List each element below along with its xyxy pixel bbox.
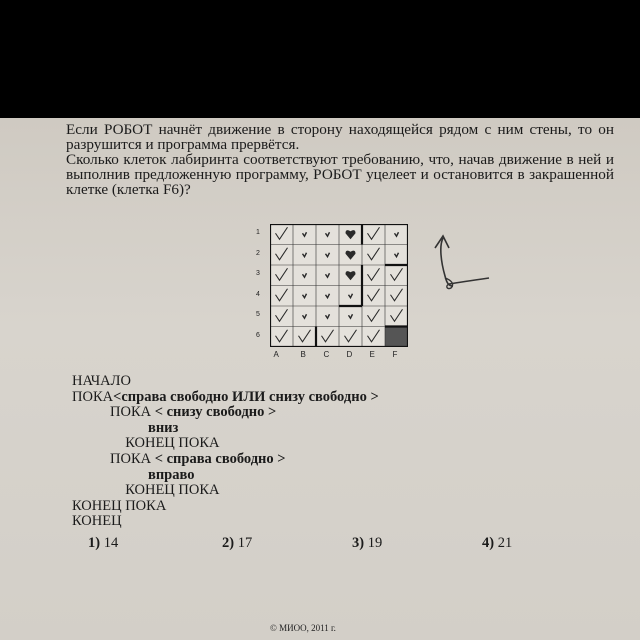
col-label-F: F — [392, 350, 398, 359]
row-label-4: 4 — [256, 290, 260, 298]
program-condition: < снизу свободно > — [151, 404, 277, 421]
filled-cell-f6 — [385, 327, 408, 348]
program-keyword: КОНЕЦ ПОКА — [72, 497, 167, 514]
program-line — [72, 405, 379, 421]
col-label-C: C — [323, 350, 330, 359]
problem-paragraph-2: Сколько клеток лабиринта соответствуют требованию, что, начав движение в ней и выполнив предложенную программу, РОБОТ уцелеет и остановится в закрашенной клетке (клетка F6)? — [66, 151, 614, 198]
program-line — [72, 483, 379, 499]
program-code — [72, 374, 379, 530]
maze-grid — [270, 224, 408, 347]
program-keyword: ПОКА — [72, 388, 114, 405]
program-line — [72, 468, 379, 484]
row-label-5: 5 — [256, 311, 260, 319]
col-label-B: B — [300, 350, 306, 359]
program-keyword: КОНЕЦ — [72, 513, 122, 530]
problem-text — [66, 122, 614, 197]
program-keyword: НАЧАЛО — [72, 373, 131, 389]
program-line — [72, 499, 379, 515]
program-line — [72, 452, 379, 468]
program-keyword: КОНЕЦ ПОКА — [125, 482, 220, 499]
col-label-A: A — [273, 350, 279, 359]
program-keyword: КОНЕЦ ПОКА — [125, 435, 220, 452]
row-label-6: 6 — [256, 331, 260, 339]
program-line — [72, 514, 379, 530]
program-keyword: ПОКА — [110, 450, 152, 467]
program-condition: вниз — [148, 419, 179, 436]
program-condition: <справа свободно ИЛИ снизу свободно > — [113, 388, 379, 405]
answer-option-1: 1) 14 — [88, 535, 119, 551]
program-line — [72, 390, 379, 406]
program-line — [72, 436, 379, 452]
program-line — [72, 374, 379, 390]
program-line — [72, 421, 379, 437]
problem-paragraph-1: Если РОБОТ начнёт движение в сторону находящейся рядом с ним стены, то он разрушится и программа прервётся. — [66, 121, 614, 153]
program-condition: < справа свободно > — [151, 450, 286, 467]
program-condition: вправо — [148, 466, 195, 483]
col-label-E: E — [369, 350, 375, 359]
program-keyword: ПОКА — [110, 404, 152, 421]
answer-option-4: 4) 21 — [482, 535, 513, 551]
answer-option-3: 3) 19 — [352, 535, 383, 551]
row-label-1: 1 — [256, 229, 260, 237]
row-label-2: 2 — [256, 249, 260, 257]
answer-option-2: 2) 17 — [222, 535, 253, 551]
footer-copyright: © МИОО, 2011 г. — [270, 623, 336, 633]
handwritten-arrow-sketch — [425, 232, 495, 294]
col-label-D: D — [346, 350, 353, 359]
row-label-3: 3 — [256, 270, 260, 278]
